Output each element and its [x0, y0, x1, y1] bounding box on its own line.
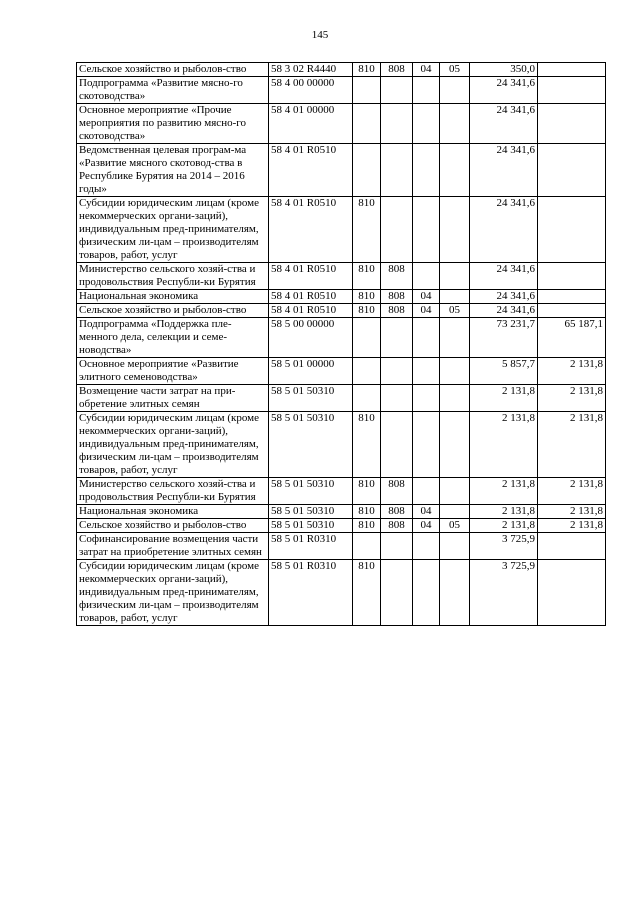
row-name: Министерство сельского хозяй-ства и продовольствия Республи-ки Бурятия: [77, 263, 269, 290]
table-row: [77, 519, 606, 533]
row-name: Национальная экономика: [77, 505, 269, 519]
row-vr: 810: [353, 290, 381, 304]
row-pr: [440, 505, 470, 519]
row-sum2: 2 131,8: [538, 412, 606, 478]
row-sum1: 24 341,6: [470, 304, 538, 318]
row-name: Подпрограмма «Развитие мясно-го скотоводства»: [77, 77, 269, 104]
row-name: Министерство сельского хозяй-ства и продовольствия Республи-ки Бурятия: [77, 478, 269, 505]
table-row: [77, 104, 606, 144]
row-gr: [381, 77, 413, 104]
table-row: [77, 197, 606, 263]
row-code: 58 4 00 00000: [269, 77, 353, 104]
row-rz: [413, 412, 440, 478]
row-code: 58 4 01 00000: [269, 104, 353, 144]
row-sum2: [538, 104, 606, 144]
row-sum2: 2 131,8: [538, 478, 606, 505]
table-row: [77, 304, 606, 318]
row-vr: 810: [353, 197, 381, 263]
row-rz: [413, 478, 440, 505]
row-gr: [381, 144, 413, 197]
row-sum1: 73 231,7: [470, 318, 538, 358]
row-sum1: 2 131,8: [470, 505, 538, 519]
row-name: Субсидии юридическим лицам (кроме некоммерческих органи-заций), индивидуальным пред-принимателям, физическим ли-цам – производителям товаров, работ, услуг: [77, 412, 269, 478]
row-code: 58 4 01 R0510: [269, 290, 353, 304]
row-name: Сельское хозяйство и рыболов-ство: [77, 63, 269, 77]
row-sum1: 24 341,6: [470, 197, 538, 263]
row-rz: [413, 358, 440, 385]
row-code: 58 5 01 00000: [269, 358, 353, 385]
row-sum1: 5 857,7: [470, 358, 538, 385]
row-pr: [440, 263, 470, 290]
row-rz: [413, 385, 440, 412]
row-rz: 04: [413, 304, 440, 318]
table-row: [77, 144, 606, 197]
row-name: Основное мероприятие «Прочие мероприятия по развитию мясно-го скотоводства»: [77, 104, 269, 144]
row-sum2: [538, 290, 606, 304]
row-sum1: 2 131,8: [470, 385, 538, 412]
row-sum2: [538, 144, 606, 197]
row-rz: [413, 144, 440, 197]
table-body: [77, 63, 606, 626]
row-gr: [381, 412, 413, 478]
row-vr: 810: [353, 412, 381, 478]
row-sum2: 65 187,1: [538, 318, 606, 358]
row-pr: [440, 290, 470, 304]
row-name: Сельское хозяйство и рыболов-ство: [77, 304, 269, 318]
row-name: Софинансирование возмещения части затрат на приобретение элитных семян: [77, 533, 269, 560]
row-vr: 810: [353, 304, 381, 318]
row-sum1: 2 131,8: [470, 519, 538, 533]
row-vr: [353, 104, 381, 144]
row-name: Субсидии юридическим лицам (кроме некоммерческих органи-заций), индивидуальным пред-принимателям, физическим ли-цам – производителям товаров, работ, услуг: [77, 560, 269, 626]
row-pr: 05: [440, 304, 470, 318]
row-code: 58 5 01 R0310: [269, 533, 353, 560]
row-sum2: [538, 197, 606, 263]
row-vr: 810: [353, 560, 381, 626]
row-code: 58 5 01 50310: [269, 385, 353, 412]
row-rz: [413, 197, 440, 263]
row-vr: 810: [353, 505, 381, 519]
row-name: Возмещение части затрат на при-обретение элитных семян: [77, 385, 269, 412]
row-sum2: [538, 533, 606, 560]
table-row: [77, 385, 606, 412]
row-rz: [413, 77, 440, 104]
row-code: 58 5 01 50310: [269, 412, 353, 478]
row-sum1: 350,0: [470, 63, 538, 77]
row-gr: 808: [381, 505, 413, 519]
row-sum2: [538, 77, 606, 104]
row-name: Подпрограмма «Поддержка пле-менного дела, селекции и семе-новодства»: [77, 318, 269, 358]
row-vr: [353, 77, 381, 104]
row-name: Основное мероприятие «Развитие элитного семеноводства»: [77, 358, 269, 385]
row-vr: 810: [353, 63, 381, 77]
row-pr: 05: [440, 63, 470, 77]
row-rz: [413, 533, 440, 560]
table-row: [77, 318, 606, 358]
row-pr: [440, 560, 470, 626]
row-sum1: 24 341,6: [470, 104, 538, 144]
row-sum1: 2 131,8: [470, 412, 538, 478]
row-pr: [440, 197, 470, 263]
row-gr: [381, 385, 413, 412]
row-vr: [353, 318, 381, 358]
row-gr: [381, 318, 413, 358]
row-code: 58 5 00 00000: [269, 318, 353, 358]
row-code: 58 4 01 R0510: [269, 263, 353, 290]
table-row: [77, 478, 606, 505]
row-sum2: 2 131,8: [538, 385, 606, 412]
row-code: 58 5 01 50310: [269, 478, 353, 505]
row-rz: [413, 560, 440, 626]
row-vr: 810: [353, 519, 381, 533]
page-number: 145: [311, 29, 329, 41]
row-gr: [381, 533, 413, 560]
budget-table: [76, 62, 606, 626]
row-rz: [413, 263, 440, 290]
table-row: [77, 77, 606, 104]
row-sum1: 3 725,9: [470, 560, 538, 626]
row-code: 58 4 01 R0510: [269, 304, 353, 318]
row-code: 58 4 01 R0510: [269, 144, 353, 197]
row-pr: [440, 358, 470, 385]
row-gr: [381, 358, 413, 385]
row-name: Сельское хозяйство и рыболов-ство: [77, 519, 269, 533]
row-sum1: 24 341,6: [470, 290, 538, 304]
row-sum1: 24 341,6: [470, 77, 538, 104]
table-row: [77, 358, 606, 385]
row-gr: 808: [381, 304, 413, 318]
row-code: 58 4 01 R0510: [269, 197, 353, 263]
row-sum2: [538, 63, 606, 77]
row-rz: [413, 318, 440, 358]
row-pr: 05: [440, 519, 470, 533]
row-name: Субсидии юридическим лицам (кроме некоммерческих органи-заций), индивидуальным пред-принимателям, физическим ли-цам – производителям товаров, работ, услуг: [77, 197, 269, 263]
row-gr: 808: [381, 63, 413, 77]
row-pr: [440, 385, 470, 412]
row-code: 58 3 02 R4440: [269, 63, 353, 77]
row-code: 58 5 01 50310: [269, 519, 353, 533]
row-vr: 810: [353, 263, 381, 290]
row-sum2: 2 131,8: [538, 519, 606, 533]
row-sum2: 2 131,8: [538, 505, 606, 519]
table-row: [77, 412, 606, 478]
row-gr: [381, 104, 413, 144]
table-row: [77, 63, 606, 77]
row-sum2: [538, 263, 606, 290]
row-pr: [440, 144, 470, 197]
table-row: [77, 560, 606, 626]
row-rz: [413, 104, 440, 144]
row-sum2: [538, 304, 606, 318]
row-pr: [440, 104, 470, 144]
row-vr: [353, 385, 381, 412]
row-vr: [353, 533, 381, 560]
row-gr: 808: [381, 263, 413, 290]
row-sum1: 3 725,9: [470, 533, 538, 560]
row-rz: 04: [413, 519, 440, 533]
table-row: [77, 533, 606, 560]
row-pr: [440, 77, 470, 104]
row-gr: [381, 197, 413, 263]
row-name: Национальная экономика: [77, 290, 269, 304]
row-gr: 808: [381, 478, 413, 505]
row-code: 58 5 01 50310: [269, 505, 353, 519]
row-vr: [353, 358, 381, 385]
row-gr: 808: [381, 290, 413, 304]
row-sum2: [538, 560, 606, 626]
row-gr: [381, 560, 413, 626]
row-code: 58 5 01 R0310: [269, 560, 353, 626]
row-rz: 04: [413, 290, 440, 304]
row-pr: [440, 412, 470, 478]
row-rz: 04: [413, 505, 440, 519]
row-vr: [353, 144, 381, 197]
row-sum1: 24 341,6: [470, 263, 538, 290]
row-pr: [440, 533, 470, 560]
row-pr: [440, 478, 470, 505]
row-sum1: 24 341,6: [470, 144, 538, 197]
row-name: Ведомственная целевая програм-ма «Развитие мясного скотовод-ства в Республике Бурятия на 2014 – 2016 годы»: [77, 144, 269, 197]
table-row: [77, 505, 606, 519]
table-row: [77, 290, 606, 304]
row-sum1: 2 131,8: [470, 478, 538, 505]
row-rz: 04: [413, 63, 440, 77]
row-sum2: 2 131,8: [538, 358, 606, 385]
table-row: [77, 263, 606, 290]
row-pr: [440, 318, 470, 358]
row-vr: 810: [353, 478, 381, 505]
row-gr: 808: [381, 519, 413, 533]
